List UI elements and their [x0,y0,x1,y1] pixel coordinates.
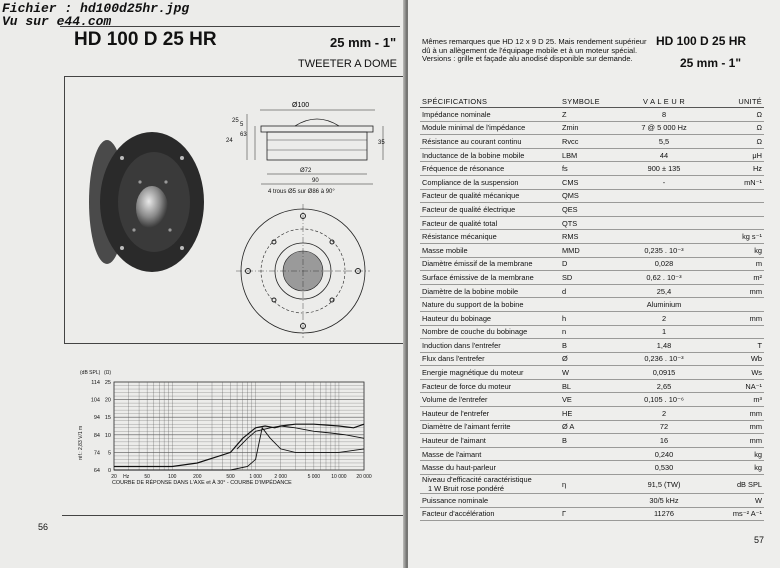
table-row [420,507,764,521]
cell-value: 1 [626,325,702,339]
y-tick-ohm: 15 [104,415,111,422]
cell-value: 72 [626,420,702,434]
cell-symbol: W [560,366,626,380]
cell-unit: W [702,494,764,508]
cell-spec: Flux dans l'entrefer [420,352,560,366]
cell-value: 2,65 [626,379,702,393]
y-tick-ohm: 20 [104,397,111,404]
cell-spec: Facteur de qualité mécanique [420,189,560,203]
cell-symbol: MMD [560,243,626,257]
cell-symbol: Z [560,108,626,122]
dim-25: 25 [232,118,239,124]
y-tick-ohm: 0 [107,468,111,474]
y-tick-ohm: 5 [107,450,111,457]
size-left: 25 mm - 1" [330,35,397,50]
cell-unit: Ω [702,135,764,149]
table-row [420,216,764,230]
cell-value: 0,0915 [626,366,702,380]
cell-symbol: Rvcc [560,135,626,149]
x-tick: 500 [226,474,235,480]
cell-symbol: Zmin [560,121,626,135]
table-row [420,461,764,475]
cell-unit: mm [702,311,764,325]
chart-ylabel-ohm: (Ω) [104,370,112,376]
x-tick: 10 000 [331,474,347,480]
cell-unit: dB SPL [702,475,764,494]
table-row [420,298,764,312]
table-row [420,311,764,325]
cell-spec: Facteur de force du moteur [420,379,560,393]
cell-spec: Compliance de la suspension [420,175,560,189]
cell-unit [702,203,764,217]
dim-24: 24 [226,138,233,144]
table-row [420,230,764,244]
cell-spec: Masse du haut-parleur [420,461,560,475]
cell-value [626,189,702,203]
cell-symbol: QES [560,203,626,217]
product-notes: Mêmes remarques que HD 12 x 9 D 25. Mais rendement supérieur dû à un allègement de l'équipage mobile et à un moteur spécial. Versions : grille et façade alu anodisé disponible sur demande. [422,37,647,64]
cell-value: 16 [626,434,702,448]
response-chart [84,378,374,486]
y-tick-spl: 114 [91,380,100,386]
photo-frame-top [64,76,406,77]
table-row [420,162,764,176]
cell-unit: mm [702,284,764,298]
dim-5: 5 [240,122,244,128]
cell-symbol: Γ [560,507,626,521]
page-number-right: 57 [754,535,765,545]
cell-unit: T [702,339,764,353]
cell-unit: mN⁻¹ [702,175,764,189]
cell-symbol [560,494,626,508]
cell-value: 30/5 kHz [626,494,702,508]
table-row [420,121,764,135]
photo-frame-bottom [64,343,406,344]
table-row [420,352,764,366]
cell-unit [702,216,764,230]
cell-symbol: BL [560,379,626,393]
y-tick-ohm: 25 [104,380,111,386]
cell-value: 91,5 (TW) [626,475,702,494]
cell-symbol: fs [560,162,626,176]
table-row [420,339,764,353]
cell-symbol [560,447,626,461]
cell-spec: Hauteur du bobinage [420,311,560,325]
chart-ylabel-spl: (dB SPL) [80,370,101,376]
cell-value: 0,028 [626,257,702,271]
tweeter-photo [82,130,207,280]
cell-value: 2 [626,407,702,421]
size-right: 25 mm - 1" [680,56,742,70]
table-row [420,420,764,434]
cell-symbol: B [560,339,626,353]
table-row [420,325,764,339]
table-row [420,189,764,203]
table-header-row [420,96,764,108]
product-subtitle: TWEETER A DOME [298,58,398,70]
cell-unit: kg [702,243,764,257]
cell-symbol: d [560,284,626,298]
chart-lines [114,424,364,470]
cell-symbol: n [560,325,626,339]
cell-unit [702,325,764,339]
page-number-left: 56 [38,522,49,532]
table-row [420,407,764,421]
cell-spec: Energie magnétique du moteur [420,366,560,380]
photo-frame-left [64,76,65,344]
cell-value: 11276 [626,507,702,521]
table-row [420,135,764,149]
table-row [420,494,764,508]
cell-spec-line1: Niveau d'efficacité caractéristique [422,475,532,485]
cell-value: 0,236 . 10⁻³ [626,352,702,366]
x-tick: Hz [123,474,130,480]
table-row [420,393,764,407]
x-tick: 50 [144,474,150,480]
cell-symbol: RMS [560,230,626,244]
chart-frame [114,382,364,470]
cell-unit: Hz [702,162,764,176]
cell-spec: Fréquence de résonance [420,162,560,176]
cell-value: 0,235 . 10⁻³ [626,243,702,257]
cell-value: 25,4 [626,284,702,298]
table-row [420,475,764,494]
cell-spec: Résistance mécanique [420,230,560,244]
x-tick: 20 [111,474,117,480]
cell-unit: Wb [702,352,764,366]
cell-value: 44 [626,148,702,162]
cell-unit: Ω [702,121,764,135]
cell-value: 5,5 [626,135,702,149]
cell-spec: Volume de l'entrefer [420,393,560,407]
dim-outer-diameter: Ø100 [292,102,310,109]
cell-unit: kg s⁻¹ [702,230,764,244]
cell-spec: Hauteur de l'entrefer [420,407,560,421]
cell-spec: Facteur de qualité électrique [420,203,560,217]
cell-spec: Diamètre de la bobine mobile [420,284,560,298]
cell-unit [702,298,764,312]
cell-spec: Induction dans l'entrefer [420,339,560,353]
table-row [420,434,764,448]
cell-symbol [560,298,626,312]
y-tick-spl: 104 [90,397,100,404]
cell-spec: Masse de l'aimant [420,447,560,461]
cell-symbol: SD [560,271,626,285]
x-tick: 5 000 [307,474,321,480]
y-tick-spl: 74 [93,450,100,457]
chart-ticks [91,380,372,480]
cell-spec-line2: 1 W Bruit rose pondéré [428,484,504,494]
cell-spec: Résistance au courant continu [420,135,560,149]
cell-unit: m [702,257,764,271]
y-tick-spl: 64 [93,468,100,474]
dim-35: 35 [378,140,385,146]
cell-symbol: QMS [560,189,626,203]
header-value: V A L E U R [626,96,702,108]
watermark-site: Vu sur e44.com [2,14,112,29]
page-title-left: HD 100 D 25 HR [74,29,217,50]
cell-value: 8 [626,108,702,122]
table-row [420,148,764,162]
cell-unit: Ws [702,366,764,380]
x-tick: 20 000 [356,474,372,480]
x-tick: 100 [168,474,177,480]
cell-spec: Module minimal de l'impédance [420,121,560,135]
cell-symbol: Ø [560,352,626,366]
cell-spec: Impédance nominale [420,108,560,122]
watermark-filename: Fichier : hd100d25hr.jpg [2,1,190,16]
cell-unit: kg [702,461,764,475]
chart-caption: COURBE DE RÉPONSE DANS L'AXE et À 30° - COURBE D'IMPÉDANCE [112,480,292,486]
cell-unit: kg [702,447,764,461]
cell-value: 1,48 [626,339,702,353]
cell-unit: m² [702,271,764,285]
cell-symbol: B [560,434,626,448]
cell-symbol: LBM [560,148,626,162]
cell-value: 0,105 . 10⁻⁶ [626,393,702,407]
table-row [420,379,764,393]
right-page [408,0,780,568]
cell-symbol: VE [560,393,626,407]
cell-symbol: HE [560,407,626,421]
y-tick-ohm: 10 [104,432,111,439]
cell-unit: mm [702,420,764,434]
side-view-drawing [225,100,395,192]
cell-spec: Hauteur de l'aimant [420,434,560,448]
cell-value [626,230,702,244]
cell-value: - [626,175,702,189]
y-tick-spl: 94 [93,415,100,422]
y-tick-spl: 84 [93,432,100,439]
table-row [420,203,764,217]
cell-spec: Surface émissive de la membrane [420,271,560,285]
specifications-table [420,96,764,521]
dim-72: Ø72 [300,168,312,174]
cell-spec: Diamètre de l'aimant ferrite [420,420,560,434]
cell-spec: Inductance de la bobine mobile [420,148,560,162]
cell-symbol: η [560,475,626,494]
x-tick: 200 [193,474,202,480]
x-tick: 2 000 [274,474,287,480]
cell-spec: Masse mobile [420,243,560,257]
cell-value: 0,530 [626,461,702,475]
table-row [420,447,764,461]
header-spec: SPÉCIFICATIONS [420,96,560,108]
cell-symbol: h [560,311,626,325]
cell-value: 900 ± 135 [626,162,702,176]
cell-spec: Facteur d'accélération [420,507,560,521]
chart-grid [114,382,364,470]
cell-value: Aluminium [626,298,702,312]
cell-unit [702,189,764,203]
table-row [420,243,764,257]
cell-symbol [560,461,626,475]
cell-spec: Diamètre émissif de la membrane [420,257,560,271]
cell-spec [420,475,560,494]
cell-symbol: CMS [560,175,626,189]
dim-90: 90 [312,178,319,184]
cell-spec: Puissance nominale [420,494,560,508]
cell-unit: μH [702,148,764,162]
cell-value: 0,62 . 10⁻³ [626,271,702,285]
cell-unit: mm [702,434,764,448]
table-row [420,271,764,285]
cell-spec: Facteur de qualité total [420,216,560,230]
x-tick: 1 000 [249,474,262,480]
dim-63: 63 [240,132,247,138]
cell-value: 0,240 [626,447,702,461]
cell-spec: Nombre de couche du bobinage [420,325,560,339]
bottom-rule [62,515,406,516]
cell-unit: mm [702,407,764,421]
page-title-right: HD 100 D 25 HR [656,34,747,48]
cell-unit: NA⁻¹ [702,379,764,393]
table-body [420,108,764,521]
header-symbol: SYMBOLE [560,96,626,108]
table-row [420,175,764,189]
table-row [420,257,764,271]
table-row [420,108,764,122]
cell-unit: ms⁻² A⁻¹ [702,507,764,521]
cell-spec: Nature du support de la bobine [420,298,560,312]
cell-value: 7 @ 5 000 Hz [626,121,702,135]
table-row [420,284,764,298]
cell-unit: m³ [702,393,764,407]
header-unit: UNITÉ [702,96,764,108]
chart-side-label: réf.: 2,83 V/1 m [78,425,84,460]
cell-value [626,216,702,230]
front-view-drawing [236,204,370,338]
dim-holes: 4 trous Ø5 sur Ø86 à 90° [268,189,335,195]
cell-symbol: QTS [560,216,626,230]
cell-value: 2 [626,311,702,325]
cell-symbol: Ø A [560,420,626,434]
table-row [420,366,764,380]
cell-unit: Ω [702,108,764,122]
cell-value [626,203,702,217]
cell-symbol: D [560,257,626,271]
